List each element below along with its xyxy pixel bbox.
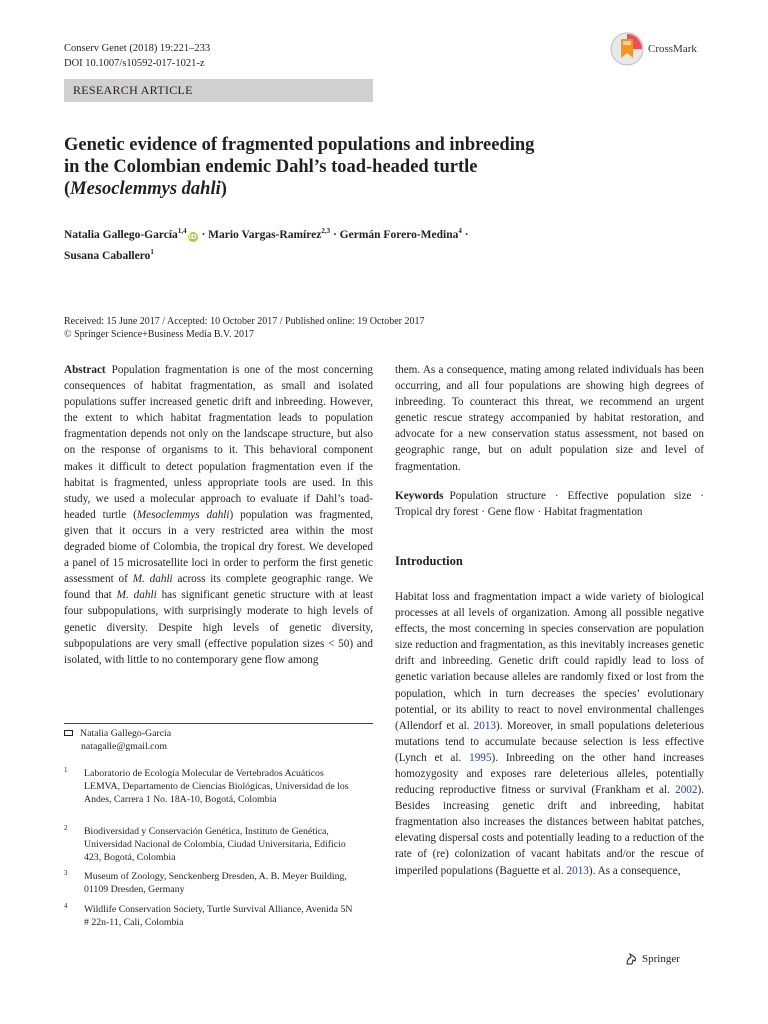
keywords-label: Keywords [395, 489, 444, 502]
affiliation-2: 2 Biodiversidad y Conservación Genética, Instituto de Genética, Universidad Nacional de Colombia, Ciudad Universitaria, Edificio 423, Bogotá, Colombia [64, 824, 346, 864]
citation-link[interactable]: 1995 [469, 751, 492, 764]
correspondence [64, 727, 373, 753]
corresponding-author: Natalia Gallego-García [80, 728, 172, 739]
affiliation-3: 3 Museum of Zoology, Senckenberg Dresden, A. B. Meyer Building, 01109 Dresden, Germany [64, 869, 347, 896]
envelope-icon [64, 730, 73, 736]
citation-link[interactable]: 2002 [675, 784, 698, 797]
crossmark-label: CrossMark [648, 43, 697, 55]
dates-line: Received: 15 June 2017 / Accepted: 10 October 2017 / Published online: 19 October 2017 [64, 316, 425, 327]
title-line-1: Genetic evidence of fragmented populations and inbreeding [64, 135, 535, 155]
publication-dates [64, 315, 424, 341]
orcid-icon[interactable]: iD [188, 232, 197, 241]
author-4[interactable]: Susana Caballero$^1$ [64, 247, 154, 262]
journal-header [64, 41, 210, 71]
doi[interactable]: DOI 10.1007/s10592-017-1021-z [64, 58, 205, 69]
article-type-bar: RESEARCH ARTICLE [64, 79, 373, 102]
corresponding-email[interactable]: natagalle@gmail.com [81, 741, 168, 753]
right-column [395, 362, 704, 879]
author-list: Natalia Gallego-García$^{1,4}$iD · Mario Vargas-Ramírez$^{2,3}$ · Germán Forero-Medina$^4$ · Susana Caballero$^1$ [64, 227, 469, 262]
crossmark-icon [610, 32, 644, 66]
author-1[interactable]: Natalia Gallego-García$^{1,4}$ [64, 227, 187, 241]
citation-link[interactable]: 2013 [473, 719, 497, 732]
introduction-paragraph: Habitat loss and fragmentation impact a wide variety of biological processes at all levels of organization. Among all possible negative effects, the most concerning in species conservation are population size reduction and fragmentation, as this inevitably increases genetic drift and inbreeding. Genetic drift could rapidly lead to loss of genetic variation because alleles are randomly fixed or lost from the population, which in turn decreases the species’ evolutionary potential, or its ability to react to novel environmental challenges (Allendorf et al. 2013). Moreover, in small populations deleterious mutations tend to accumulate because selection is less effective (Lynch et al. 1995). Inbreeding on the other hand increases homozygosity and exposes rare deleterious alleles, potentially reducing reproductive fitness or survival (Frankham et al. 2002). Besides increasing genetic drift and inbreeding, habitat fragmentation also increases the distances between habitat patches, elevating dispersal costs and potentially leading to a reduction of the rate of (re) colonization of vacant habitats and/or the rescue of imperiled populations (Baguette et al. 2013). As a consequence, [395, 590, 704, 877]
copyright-line: © Springer Science+Business Media B.V. 2017 [64, 329, 254, 340]
author-2[interactable]: Mario Vargas-Ramírez$^{2,3}$ [208, 227, 331, 241]
keywords-text: Population structure · Effective population size · Tropical dry forest · Gene flow · Habitat fragmentation [395, 489, 704, 518]
affiliation-1: 1 Laboratorio de Ecología Molecular de Vertebrados Acuáticos LEMVA, Departamento de Ciencias Biológicas, Universidad de los Andes, Carrera 1 No. 18A-10, Bogotá, Colombia [64, 766, 349, 806]
affiliation-4: 4 Wildlife Conservation Society, Turtle Survival Alliance, Avenida 5N # 22n-11, Cali, Colombia [64, 902, 353, 929]
springer-horse-icon [624, 952, 638, 966]
title-line-2: in the Colombian endemic Dahl’s toad-headed turtle [64, 157, 478, 177]
journal-citation: Conserv Genet (2018) 19:221–233 [64, 43, 211, 54]
abstract-block: Abstract Population fragmentation is one of the most concerning consequences of habitat fragmentation, as small and isolated populations suffer increased genetic drift and inbreeding. However, the extent to which habitat fragmentation leads to population fragmentation depends not only on the landscape structure, but also on the response of organisms to it. This behavioral component makes it difficult to detect population fragmentation even if the habitat is fragmented, unless appropriate tools are used. In this study, we used a molecular approach to evaluate if Dahl’s toad-headed turtle (Mesoclemmys dahli) population was fragmented, given that it occurs in a very restricted area within the most degraded biome of Colombia, the tropical dry forest. We developed a panel of 15 microsatellite loci in order to perform the first genetic assessment of M. dahli across its complete geographic range. We found that M. dahli has significant genetic structure with at least four subpopulations, with surprisingly moderate to high levels of genetic diversity. Despite high levels of genetic diversity, subpopulations are very small (effective population sizes < 50) and isolated, with little to no contemporary gene flow among [64, 364, 374, 666]
paper-title [64, 134, 684, 200]
abstract-label: Abstract [64, 364, 106, 376]
footnote-divider [64, 723, 373, 724]
crossmark-badge[interactable] [610, 32, 697, 66]
title-species: Mesoclemmys dahli [70, 179, 221, 199]
author-3[interactable]: Germán Forero-Medina$^4$ [339, 227, 462, 241]
keywords-block [395, 488, 704, 520]
abstract-continued: them. As a consequence, mating among related individuals has been occurring, and all four populations are showing high degrees of inbreeding. To counteract this threat, we recommend an urgent genetic rescue strategy accompanied by habitat restoration, and advocate for a new conservation status assessment, not based on geographic range, but on adult population size and level of fragmentation. [395, 364, 704, 473]
introduction-heading: Introduction [395, 553, 463, 568]
publisher-footer [624, 952, 680, 966]
publisher-name: Springer [642, 953, 680, 965]
title-line-3: (Mesoclemmys dahli) [64, 179, 227, 199]
citation-link[interactable]: 2013 [566, 864, 589, 877]
